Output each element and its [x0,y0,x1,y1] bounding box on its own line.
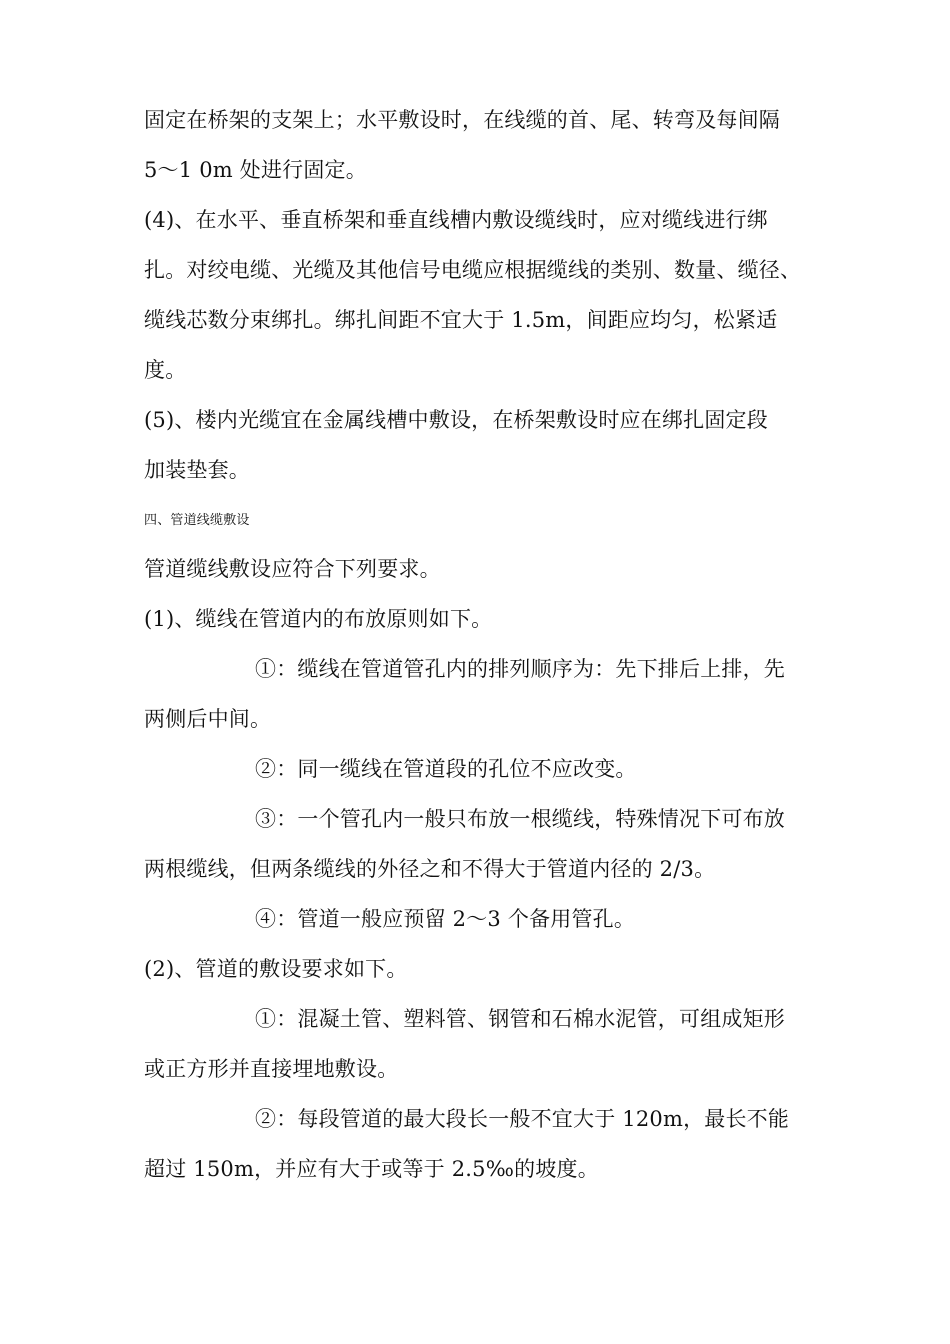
paragraph-line: 缆线芯数分束绑扎。绑扎间距不宜大于 1.5m，间距应均匀，松紧适 [144,308,778,332]
paragraph-line: 加装垫套。 [144,458,250,482]
paragraph-line: 度。 [144,358,187,382]
paragraph-line: (4)、在水平、垂直桥架和垂直线槽内敷设缆线时，应对缆线进行绑 [144,208,768,232]
list-item-line: ④：管道一般应预留 2～3 个备用管孔。 [255,907,636,931]
list-item-line: ②：同一缆线在管道段的孔位不应改变。 [255,757,637,781]
paragraph-line: 超过 150m，并应有大于或等于 2.5‰的坡度。 [144,1157,599,1181]
paragraph-line: 两侧后中间。 [144,707,272,731]
paragraph-line: (2)、管道的敷设要求如下。 [144,957,408,981]
paragraph-line: 两根缆线，但两条缆线的外径之和不得大于管道内径的 2/3。 [144,857,716,881]
paragraph-line: 5～1 0m 处进行固定。 [144,158,367,182]
list-item-line: ①：混凝土管、塑料管、钢管和石棉水泥管，可组成矩形 [255,1007,785,1031]
paragraph-line: (1)、缆线在管道内的布放原则如下。 [144,607,493,631]
paragraph-line: 管道缆线敷设应符合下列要求。 [144,557,441,581]
paragraph-line: (5)、楼内光缆宜在金属线槽中敷设，在桥架敷设时应在绑扎固定段 [144,408,768,432]
list-item-line: ③：一个管孔内一般只布放一根缆线，特殊情况下可布放 [255,807,785,831]
paragraph-line: 固定在桥架的支架上；水平敷设时，在线缆的首、尾、转弯及每间隔 [144,108,780,132]
list-item-line: ②：每段管道的最大段长一般不宜大于 120m，最长不能 [255,1107,790,1131]
list-item-line: ①：缆线在管道管孔内的排列顺序为：先下排后上排，先 [255,657,785,681]
paragraph-line: 或正方形并直接埋地敷设。 [144,1057,399,1081]
paragraph-line: 扎。对绞电缆、光缆及其他信号电缆应根据缆线的类别、数量、缆径、 [144,258,802,282]
section-heading: 四、管道线缆敷设 [144,513,250,528]
